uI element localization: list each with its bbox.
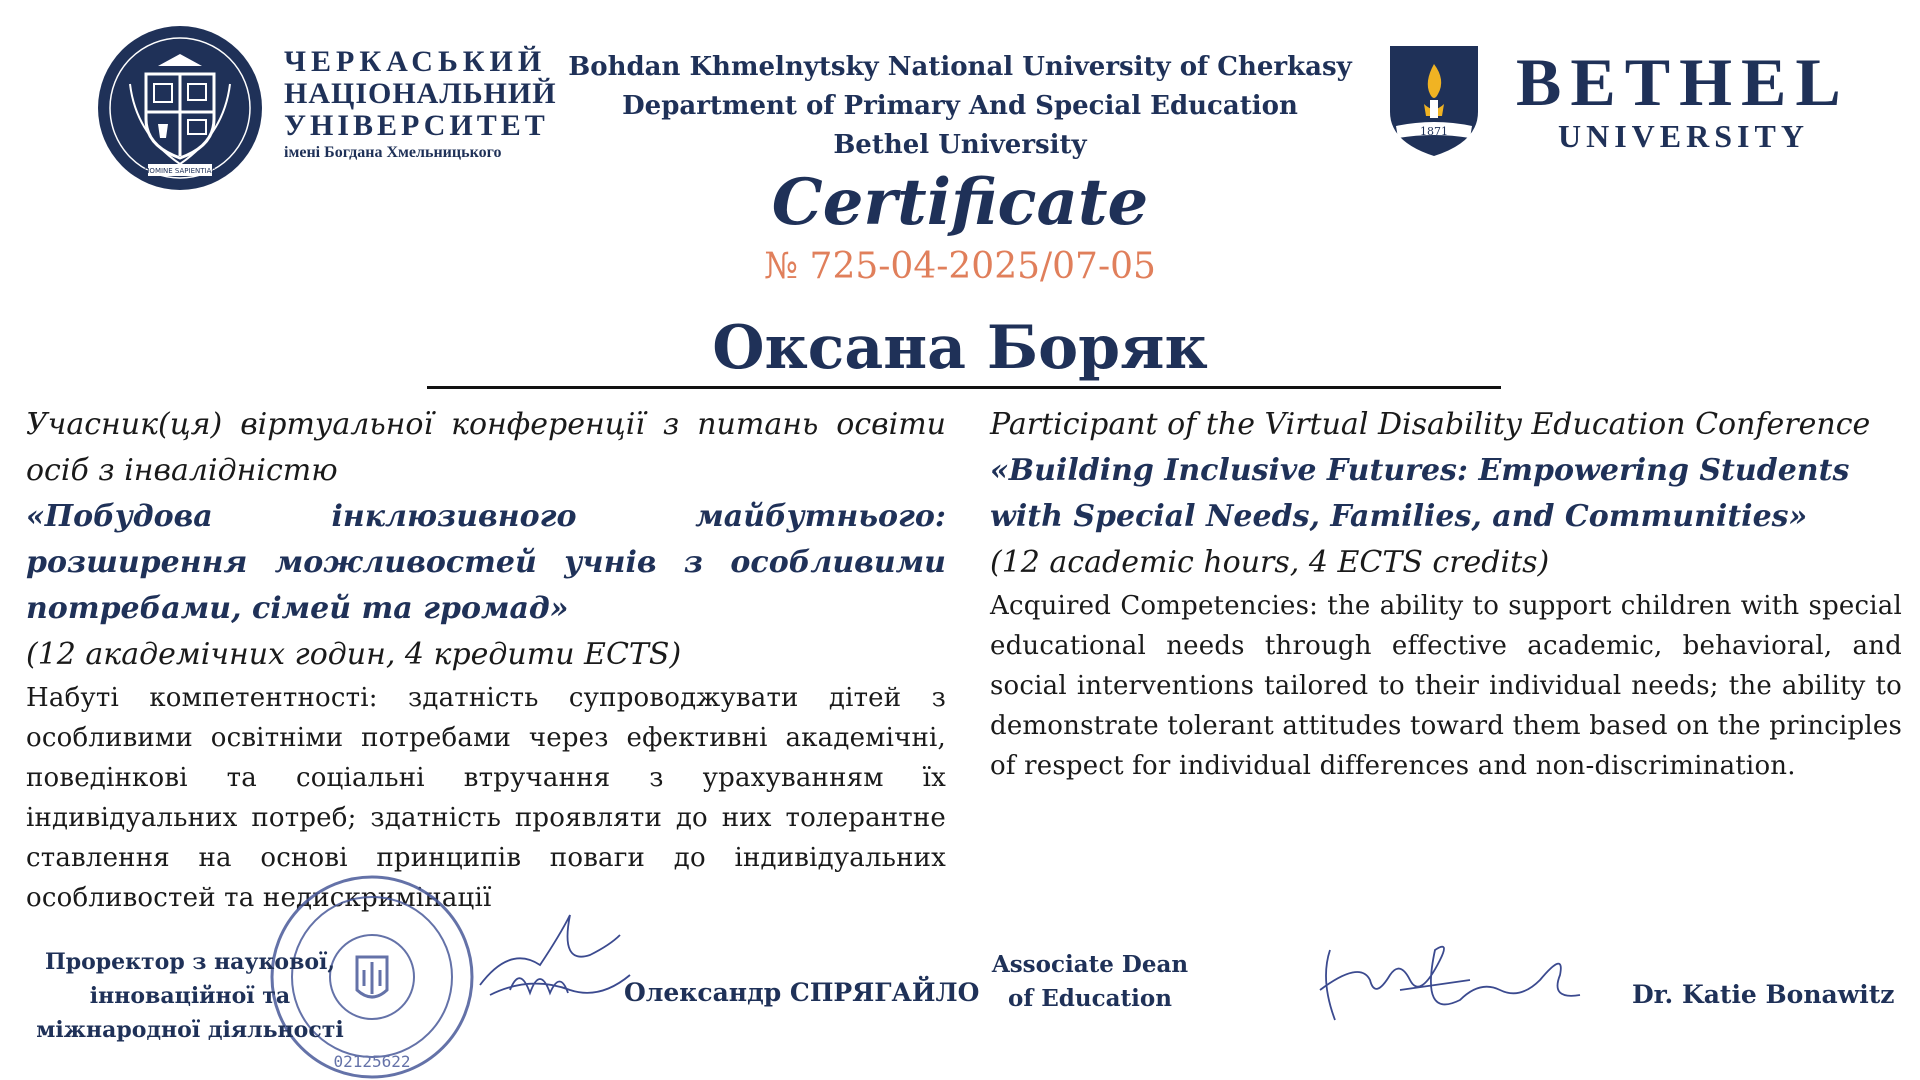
institution-header (560, 48, 1360, 165)
ua-hours: (12 академічних годин, 4 кредити ECTS) (26, 637, 682, 672)
certificate-title: Certificate (771, 165, 1149, 240)
en-signer-title (980, 948, 1200, 1016)
ua-title-line-3: міжнародної діяльності (36, 1017, 344, 1043)
ua-title-line-2: інноваційної та (89, 983, 291, 1009)
en-intro: Participant of the Virtual Disability Education Conference (990, 407, 1871, 442)
header-university: Bohdan Khmelnytsky National University of Cherkasy (568, 52, 1352, 82)
cnu-line-1: ЧЕРКАСЬКИЙ (284, 45, 547, 78)
ua-handwritten-signature (470, 905, 640, 1015)
ua-intro: Учасник(ця) віртуальної конференції з питань освіти осіб з інвалідністю (26, 407, 946, 488)
cnu-seal-logo (96, 24, 264, 192)
en-conference-title-2: with Special Needs, Families, and Communities» (990, 499, 1808, 534)
header-department: Department of Primary And Special Education (622, 91, 1298, 121)
en-handwritten-signature (1300, 920, 1600, 1040)
ua-title-line-1: Проректор з наукової, (44, 949, 336, 975)
en-title-line-2: of Education (1008, 985, 1172, 1012)
en-signer-name: Dr. Katie Bonawitz (1632, 980, 1895, 1009)
ua-signer-title (30, 945, 350, 1047)
ukrainian-column (26, 402, 946, 918)
name-underline (427, 386, 1501, 389)
bethel-subtitle: UNIVERSITY (1558, 118, 1809, 154)
english-column (990, 402, 1902, 786)
ua-competencies: Набуті компетентності: здатність супроводжувати дітей з особливими освітніми потребами через ефективні академічні, поведінкові та соціальні втручання з урахуванням їх індивідуальних потреб; здатність проявляти до них толерантне ставлення на основі принципів поваги до індивідуальних особливостей та недискримінації (26, 683, 946, 913)
certificate-number: № 725-04-2025/07-05 (764, 246, 1156, 287)
bethel-year: 1871 (1420, 125, 1448, 138)
bethel-shield-logo (1384, 42, 1484, 160)
cnu-line-2: НАЦІОНАЛЬНИЙ (284, 77, 557, 110)
en-hours: (12 academic hours, 4 ECTS credits) (990, 545, 1550, 580)
ua-signer-name: Олександр СПРЯГАЙЛО (624, 978, 980, 1007)
ua-conference-title: «Побудова інклюзивного майбутнього: розширення можливостей учнів з особливими потребами, сімей та громад» (26, 499, 946, 626)
cnu-line-4: імені Богдана Хмельницького (284, 144, 502, 161)
cnu-line-3: УНІВЕРСИТЕТ (284, 109, 549, 142)
bethel-wordmark: BETHEL (1516, 44, 1850, 120)
cnu-seal-motto: HOMINE SAPIENTIAS (144, 167, 216, 175)
header-bethel: Bethel University (833, 130, 1087, 160)
en-competencies: Acquired Competencies: the ability to support children with special educational needs through effective academic, behavioral, and social interventions tailored to their individual needs; the ability to demonstrate tolerant attitudes toward them based on the principles of respect for individual differences and non-discrimination. (990, 591, 1902, 781)
stamp-code: 02125622 (333, 1052, 411, 1071)
cnu-wordmark (284, 46, 557, 162)
participant-name: Оксана Боряк (712, 313, 1208, 383)
en-conference-title-1: «Building Inclusive Futures: Empowering Students (990, 453, 1850, 488)
en-title-line-1: Associate Dean (991, 951, 1189, 978)
